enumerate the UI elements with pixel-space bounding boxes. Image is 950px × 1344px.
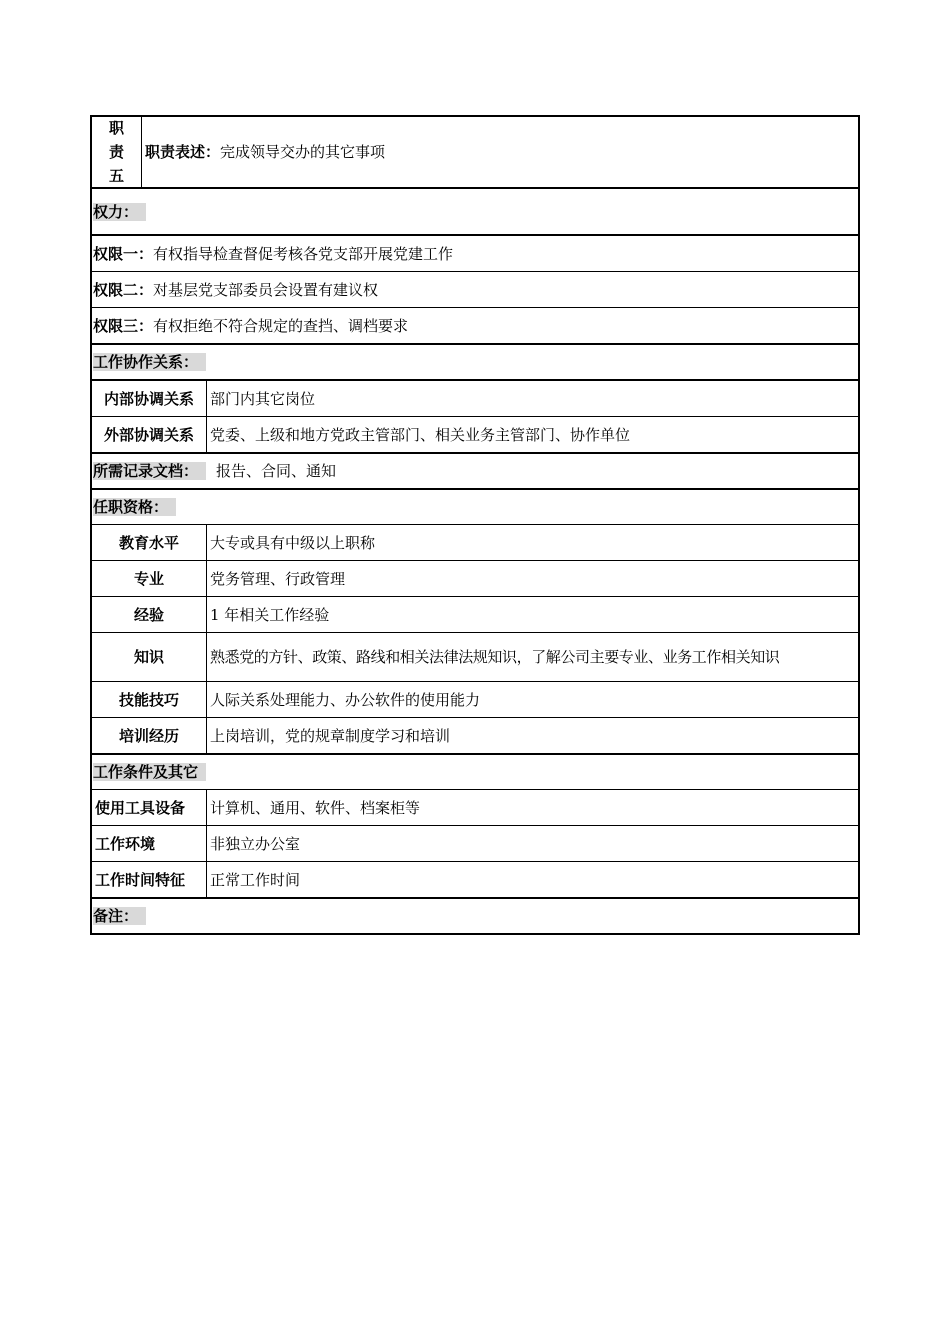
- condition-label-hours: 工作时间特征: [92, 862, 207, 897]
- qualification-value-training: 上岗培训，党的规章制度学习和培训: [210, 726, 451, 745]
- condition-row-hours: [92, 862, 858, 899]
- qualification-value-knowledge: 熟悉党的方针、政策、路线和相关法律法规知识，了解公司主要专业、业务工作相关知识: [210, 648, 780, 666]
- cooperation-heading-row: [92, 345, 858, 381]
- qualification-row-education: [92, 525, 858, 561]
- duty-label-char-1: 职: [108, 119, 124, 137]
- qualifications-heading-row: [92, 490, 858, 525]
- conditions-heading: 工作条件及其它: [93, 763, 206, 781]
- authority-heading: 权力：: [93, 203, 146, 221]
- cooperation-heading: 工作协作关系：: [93, 353, 206, 371]
- authority-text-2: 对基层党支部委员会设置有建议权: [153, 280, 379, 299]
- qualification-row-experience: [92, 597, 858, 633]
- duty-five-label: [92, 117, 142, 187]
- condition-label-tools: 使用工具设备: [92, 790, 207, 825]
- qualification-row-skills: [92, 682, 858, 718]
- condition-row-tools: [92, 790, 858, 826]
- qualification-row-major: [92, 561, 858, 597]
- authority-row-1: [92, 236, 858, 272]
- qualification-label-major: 专业: [92, 561, 207, 596]
- records-value: 报告、合同、通知: [216, 462, 337, 480]
- qualification-row-training: [92, 718, 858, 755]
- qualification-value-education: 大专或具有中级以上职称: [210, 533, 376, 552]
- conditions-heading-row: [92, 755, 858, 790]
- duty-label-char-2: 责: [108, 143, 124, 161]
- authority-label-3: 权限三：: [93, 316, 154, 335]
- authority-text-3: 有权拒绝不符合规定的查挡、调档要求: [153, 316, 409, 335]
- cooperation-label-external: 外部协调关系: [92, 417, 207, 452]
- qualification-value-skills: 人际关系处理能力、办公软件的使用能力: [210, 690, 481, 709]
- job-description-table: [90, 115, 860, 935]
- authority-heading-row: [92, 189, 858, 236]
- duty-desc-text: 完成领导交办的其它事项: [220, 143, 386, 161]
- qualification-row-knowledge: [92, 633, 858, 682]
- qualification-value-experience: 1 年相关工作经验: [210, 605, 330, 624]
- condition-value-environment: 非独立办公室: [210, 834, 301, 853]
- duty-label-char-3: 五: [108, 167, 124, 185]
- remarks-row: [92, 899, 858, 933]
- cooperation-label-internal: 内部协调关系: [92, 381, 207, 416]
- authority-label-2: 权限二：: [93, 280, 154, 299]
- qualifications-heading: 任职资格：: [93, 498, 176, 516]
- authority-row-2: [92, 272, 858, 308]
- condition-label-environment: 工作环境: [92, 826, 207, 861]
- condition-row-environment: [92, 826, 858, 862]
- cooperation-row-external: [92, 417, 858, 454]
- duty-five-description: [142, 117, 858, 187]
- cooperation-value-internal: 部门内其它岗位: [210, 389, 316, 408]
- qualification-label-knowledge: 知识: [92, 633, 207, 681]
- qualification-label-education: 教育水平: [92, 525, 207, 560]
- authority-label-1: 权限一：: [93, 244, 154, 263]
- cooperation-row-internal: [92, 381, 858, 417]
- duty-five-row: [92, 117, 858, 189]
- remarks-label: 备注：: [93, 907, 146, 925]
- authority-text-1: 有权指导检查督促考核各党支部开展党建工作: [153, 244, 454, 263]
- qualification-value-major: 党务管理、行政管理: [210, 569, 346, 588]
- condition-value-tools: 计算机、通用、软件、档案柜等: [210, 798, 421, 817]
- records-row: [92, 454, 858, 490]
- records-label: 所需记录文档：: [93, 462, 206, 480]
- condition-value-hours: 正常工作时间: [210, 870, 301, 889]
- authority-heading-cell: [92, 189, 858, 234]
- qualification-label-skills: 技能技巧: [92, 682, 207, 717]
- authority-row-3: [92, 308, 858, 345]
- duty-desc-label: 职责表述：: [145, 143, 221, 161]
- cooperation-value-external: 党委、上级和地方党政主管部门、相关业务主管部门、协作单位: [210, 425, 631, 444]
- qualification-label-experience: 经验: [92, 597, 207, 632]
- qualification-label-training: 培训经历: [92, 718, 207, 753]
